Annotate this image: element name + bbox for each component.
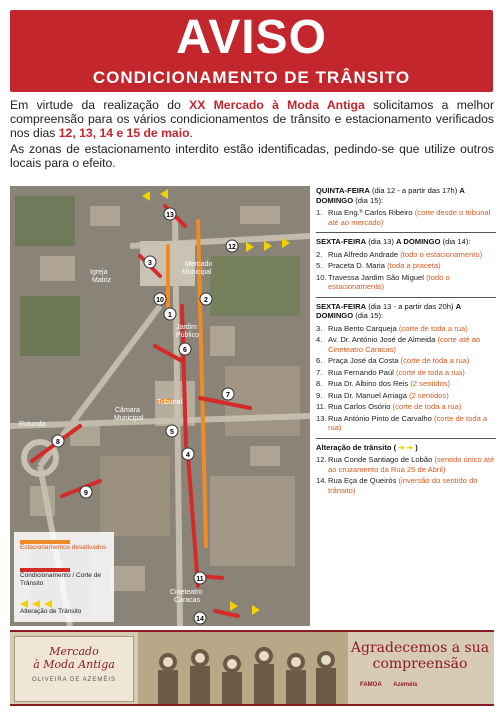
list-item: 7. Rua Fernando Paúl (corte de toda a rua) xyxy=(316,367,465,377)
list-item: 8. Rua Dr. Albino dos Reis (2 sentidos) xyxy=(316,379,450,388)
event-name: XX Mercado à Moda Antiga xyxy=(189,98,365,112)
svg-text:9: 9 xyxy=(84,490,88,497)
divider xyxy=(316,438,496,439)
svg-text:7: 7 xyxy=(226,392,230,399)
list-item: 1. Rua Eng.º Carlos Ribeiro (corte desde o tribunal até ao mercado) xyxy=(316,208,491,227)
section-friday-night-heading: SEXTA-FEIRA (dia 13 - a partir das 20h) A DOMINGO (dia 15): xyxy=(316,301,461,320)
arrow-icon: ➜ ➜ xyxy=(398,442,414,452)
restrictions-panel xyxy=(316,186,496,497)
thanks-message: Agradecemos a sua compreensão xyxy=(350,640,490,672)
section-friday-heading: SEXTA-FEIRA (dia 13) A DOMINGO (dia 14): xyxy=(316,237,471,246)
divider xyxy=(316,297,496,298)
divider xyxy=(316,232,496,233)
svg-text:13: 13 xyxy=(166,212,174,219)
label-tribunal: Tribunal xyxy=(157,399,183,406)
section-thursday-heading: QUINTA-FEIRA (dia 12 - a partir das 17h) A DOMINGO (dia 15): xyxy=(316,186,465,205)
legend-alt-label: Alteração de Trânsito xyxy=(20,608,82,615)
page-subtitle: CONDICIONAMENTO DE TRÂNSITO xyxy=(92,68,411,87)
list-item: 14. Rua Eça de Queirós (inversão do sentido do trânsito) xyxy=(316,476,478,495)
svg-text:Caracas: Caracas xyxy=(174,597,201,604)
label-mercado: Mercado xyxy=(185,261,213,268)
intro-paragraph-2: As zonas de estacionamento interdito estão identificadas, pedindo-se que utilize outros locais para o efeito. xyxy=(10,142,494,170)
legend-cut-label: Condicionamento / Corte de Trânsito xyxy=(20,572,101,587)
legend-parking-label: Estacionamentos desativados xyxy=(20,544,107,551)
map-svg xyxy=(10,186,310,626)
label-jardim: Jardim xyxy=(176,324,198,331)
sponsor-famoa: FAMOA xyxy=(360,682,382,688)
label-igreja: Igreja xyxy=(90,269,108,276)
list-item: 11. Rua Carlos Osório (corte de toda a rua) xyxy=(316,402,462,411)
event-logo: Mercado à Moda Antiga OLIVEIRA DE AZEMÉIS xyxy=(14,636,134,702)
list-item: 13. Rua António Pinto de Carvalho (corte de toda a rua) xyxy=(316,413,488,432)
sponsor-logos xyxy=(360,682,490,688)
svg-text:2: 2 xyxy=(204,297,208,304)
svg-text:12: 12 xyxy=(228,244,236,251)
label-cineteatro: Cineteatro xyxy=(170,589,203,596)
traffic-map xyxy=(10,186,310,626)
svg-text:1: 1 xyxy=(168,312,172,319)
svg-text:6: 6 xyxy=(183,347,187,354)
page-title: AVISO xyxy=(176,11,327,64)
footer-banner xyxy=(10,630,494,706)
list-item: 12. Rua Conde Santiago de Lobão (sentido único até ao cruzamento da Rua 25 de Abril) xyxy=(316,455,495,474)
costume-group-photo xyxy=(138,632,348,704)
svg-text:11: 11 xyxy=(196,576,204,583)
list-item: 3. Rua Bento Carqueja (corte de toda a rua) xyxy=(316,323,468,333)
list-item: 6. Praça José da Costa (corte de toda a rua) xyxy=(316,356,470,365)
list-item: 10. Travessa Jardim São Miguel (todo o estacionamento) xyxy=(316,272,450,291)
header-banner xyxy=(10,10,493,92)
svg-text:Municipal: Municipal xyxy=(114,415,144,422)
svg-text:Municipal: Municipal xyxy=(182,269,212,276)
svg-text:4: 4 xyxy=(186,452,190,459)
svg-text:14: 14 xyxy=(196,616,204,623)
svg-text:8: 8 xyxy=(56,439,60,446)
svg-text:Matriz: Matriz xyxy=(92,277,112,284)
list-item: 5. Praceta D. Maria (toda a praceta) xyxy=(316,261,441,270)
intro-paragraph-1: Em virtude da realização do XX Mercado à Moda Antiga solicitamos a melhor compreensão para os vários condicionamentos de trânsito e estacionamento verificados nos dias 12, 13, 14 e 15 de maio. xyxy=(10,98,495,140)
label-rotunda: Rotunda xyxy=(19,421,46,428)
list-item: 9. Rua Dr. Manuel Arriaga (2 sentidos) xyxy=(316,390,449,400)
event-dates: 12, 13, 14 e 15 de maio xyxy=(58,126,190,140)
svg-text:5: 5 xyxy=(170,429,174,436)
list-item: 4. Av. Dr. António José de Almeida (corte até ao Cineteatro Caracas) xyxy=(316,335,481,354)
sponsor-azemeis: Azeméis xyxy=(393,682,418,688)
svg-text:Público: Público xyxy=(176,332,199,339)
label-camara: Câmara xyxy=(115,407,140,414)
svg-text:10: 10 xyxy=(156,297,164,304)
list-item: 2. Rua Alfredo Andrade (todo o estacionamento) xyxy=(316,249,483,259)
intro-text xyxy=(10,98,494,172)
svg-text:3: 3 xyxy=(148,260,152,267)
section-traffic-change-heading: Alteração de trânsito ( ➜ ➜ ) xyxy=(316,442,418,452)
